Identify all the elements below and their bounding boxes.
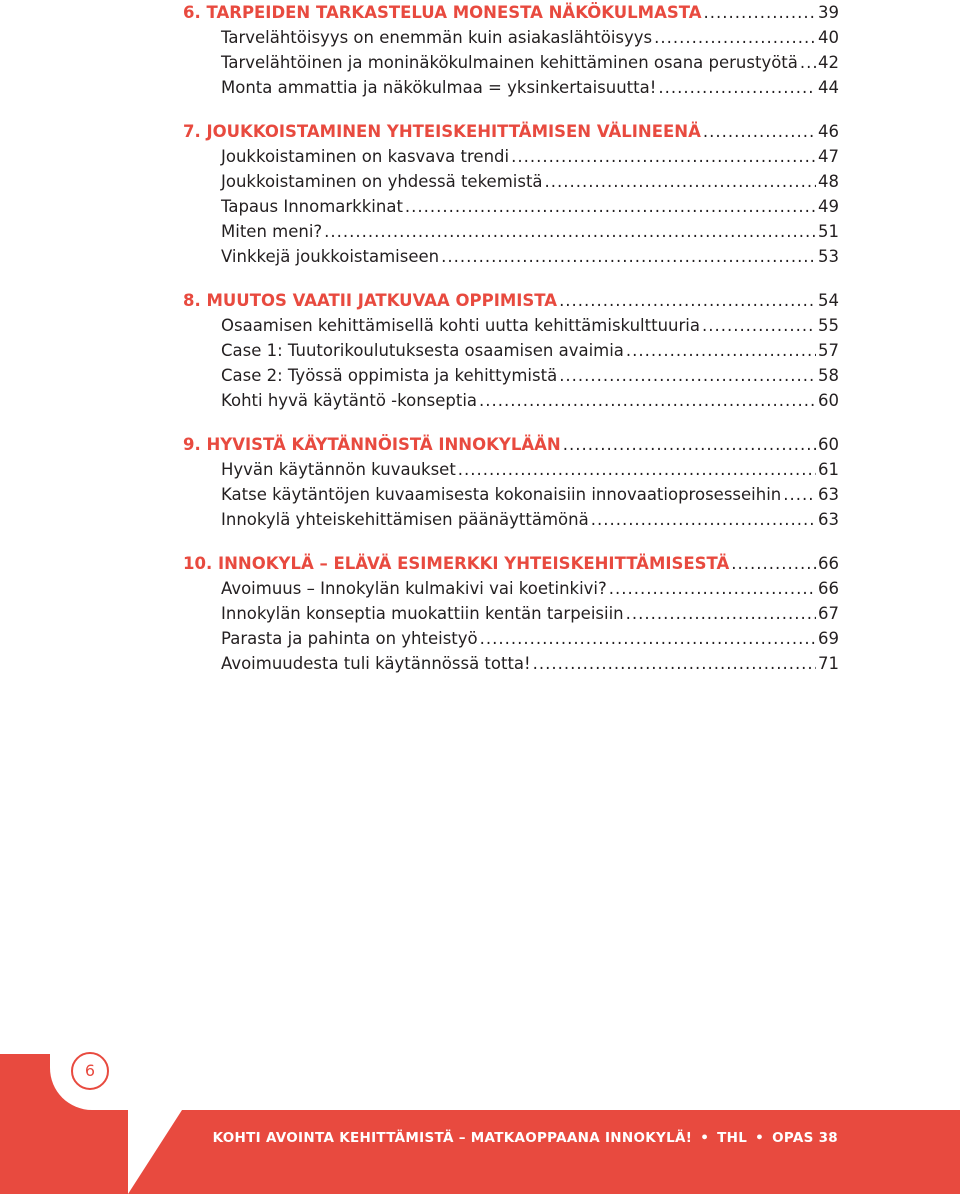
toc-heading-title: 10. INNOKYLÄ – ELÄVÄ ESIMERKKI YHTEISKEHITTÄMISESTÄ [183, 554, 730, 573]
toc-entry-title: Tarvelähtöinen ja moninäkökulmainen kehittäminen osana perustyötä [221, 53, 798, 72]
toc-entry-page: 44 [818, 78, 839, 97]
dot-leader [626, 601, 816, 626]
dot-leader [458, 457, 816, 482]
dot-leader [702, 313, 816, 338]
toc-entry-title: Avoimuudesta tuli käytännössä totta! [221, 654, 531, 673]
toc-entry-title: Katse käytäntöjen kuvaamisesta kokonaisiin innovaatioprosesseihin [221, 485, 782, 504]
toc-entry-title: Tarvelähtöisyys on enemmän kuin asiakaslähtöisyys [221, 28, 653, 47]
toc-entry-title: Kohti hyvä käytäntö -konseptia [221, 391, 478, 410]
dot-leader [591, 507, 816, 532]
dot-leader [703, 119, 816, 144]
toc-section [183, 288, 839, 413]
footer-publisher: THL [717, 1130, 748, 1146]
toc-entry-page: 71 [818, 654, 839, 673]
toc-heading-page: 60 [818, 435, 839, 454]
toc-entry-page: 57 [818, 341, 839, 360]
toc-entry-page: 67 [818, 604, 839, 623]
toc-entry[interactable] [183, 576, 839, 601]
toc-entry[interactable] [183, 482, 839, 507]
toc-entry-title: Case 2: Työssä oppimista ja kehittymistä [221, 366, 558, 385]
footer-running-title [213, 1130, 838, 1146]
dot-leader [609, 576, 816, 601]
toc-entry[interactable] [183, 457, 839, 482]
toc-heading-title: 9. HYVISTÄ KÄYTÄNNÖISTÄ INNOKYLÄÄN [183, 435, 561, 454]
toc-entry-page: 51 [818, 222, 839, 241]
toc-heading[interactable] [183, 432, 839, 457]
toc-entry-page: 53 [818, 247, 839, 266]
toc-entry-page: 48 [818, 172, 839, 191]
toc-entry-title: Miten meni? [221, 222, 323, 241]
toc-heading-page: 39 [818, 3, 839, 22]
toc-entry-title: Joukkoistaminen on kasvava trendi [221, 147, 510, 166]
toc-entry-page: 69 [818, 629, 839, 648]
toc-entry[interactable] [183, 626, 839, 651]
toc-entry[interactable] [183, 75, 839, 100]
toc-section [183, 432, 839, 532]
dot-leader [704, 0, 817, 25]
dot-leader [479, 388, 816, 413]
toc-entry[interactable] [183, 651, 839, 676]
toc-section [183, 551, 839, 676]
toc-entry-page: 47 [818, 147, 839, 166]
toc-heading[interactable] [183, 288, 839, 313]
dot-leader [559, 288, 816, 313]
toc-entry-title: Innokylä yhteiskehittämisen päänäyttämönä [221, 510, 589, 529]
toc-entry-title: Case 1: Tuutorikoulutuksesta osaamisen avaimia [221, 341, 624, 360]
dot-leader [441, 244, 816, 269]
footer-series: OPAS 38 [772, 1130, 838, 1146]
toc-entry-title: Parasta ja pahinta on yhteistyö [221, 629, 478, 648]
toc-section [183, 0, 839, 100]
toc-entry[interactable] [183, 244, 839, 269]
toc-heading-page: 66 [818, 554, 839, 573]
toc-entry[interactable] [183, 363, 839, 388]
dot-leader [783, 482, 816, 507]
dot-leader [654, 25, 816, 50]
toc-entry-page: 42 [818, 53, 839, 72]
toc-entry[interactable] [183, 507, 839, 532]
footer-title: KOHTI AVOINTA KEHITTÄMISTÄ – MATKAOPPAANA INNOKYLÄ! [212, 1130, 693, 1146]
toc-entry-page: 66 [818, 579, 839, 598]
toc-heading-title: 6. TARPEIDEN TARKASTELUA MONESTA NÄKÖKULMASTA [183, 3, 702, 22]
footer-white-panel [50, 1054, 960, 1110]
toc-heading-title: 8. MUUTOS VAATII JATKUVAA OPPIMISTA [183, 291, 558, 310]
toc-section [183, 119, 839, 269]
toc-entry[interactable] [183, 25, 839, 50]
toc-entry[interactable] [183, 338, 839, 363]
toc-entry-title: Hyvän käytännön kuvaukset [221, 460, 456, 479]
toc-heading[interactable] [183, 551, 839, 576]
toc-heading-page: 54 [818, 291, 839, 310]
toc-entry[interactable] [183, 313, 839, 338]
dot-leader [533, 651, 816, 676]
toc-entry-title: Joukkoistaminen on yhdessä tekemistä [221, 172, 543, 191]
toc-entry-page: 63 [818, 485, 839, 504]
toc-entry-title: Monta ammattia ja näkökulmaa = yksinkertaisuutta! [221, 78, 657, 97]
toc-entry[interactable] [183, 194, 839, 219]
dot-leader [658, 75, 816, 100]
dot-leader [800, 50, 816, 75]
toc-entry-page: 63 [818, 510, 839, 529]
toc-heading[interactable] [183, 119, 839, 144]
toc-entry-title: Avoimuus – Innokylän kulmakivi vai koetinkivi? [221, 579, 607, 598]
toc-entry-title: Innokylän konseptia muokattiin kentän tarpeisiin [221, 604, 624, 623]
dot-leader [405, 194, 816, 219]
table-of-contents [183, 0, 839, 695]
toc-entry[interactable] [183, 169, 839, 194]
footer-separator: • [700, 1130, 710, 1146]
toc-entry[interactable] [183, 388, 839, 413]
dot-leader [559, 363, 816, 388]
toc-entry[interactable] [183, 50, 839, 75]
toc-entry-page: 55 [818, 316, 839, 335]
toc-entry[interactable] [183, 219, 839, 244]
dot-leader [563, 432, 816, 457]
dot-leader [511, 144, 816, 169]
dot-leader [324, 219, 816, 244]
toc-entry-title: Tapaus Innomarkkinat [221, 197, 403, 216]
toc-heading[interactable] [183, 0, 839, 25]
toc-heading-title: 7. JOUKKOISTAMINEN YHTEISKEHITTÄMISEN VÄLINEENÄ [183, 122, 701, 141]
footer-corner-notch [128, 1110, 182, 1194]
dot-leader [731, 551, 816, 576]
toc-entry-page: 58 [818, 366, 839, 385]
dot-leader [480, 626, 816, 651]
toc-entry[interactable] [183, 601, 839, 626]
dot-leader [545, 169, 816, 194]
toc-heading-page: 46 [818, 122, 839, 141]
toc-entry-title: Vinkkejä joukkoistamiseen [221, 247, 440, 266]
toc-entry-page: 49 [818, 197, 839, 216]
toc-entry[interactable] [183, 144, 839, 169]
dot-leader [626, 338, 816, 363]
toc-entry-page: 40 [818, 28, 839, 47]
toc-entry-page: 60 [818, 391, 839, 410]
toc-entry-page: 61 [818, 460, 839, 479]
page-number-badge: 6 [71, 1052, 109, 1090]
footer-separator: • [755, 1130, 765, 1146]
toc-entry-title: Osaamisen kehittämisellä kohti uutta kehittämiskulttuuria [221, 316, 700, 335]
